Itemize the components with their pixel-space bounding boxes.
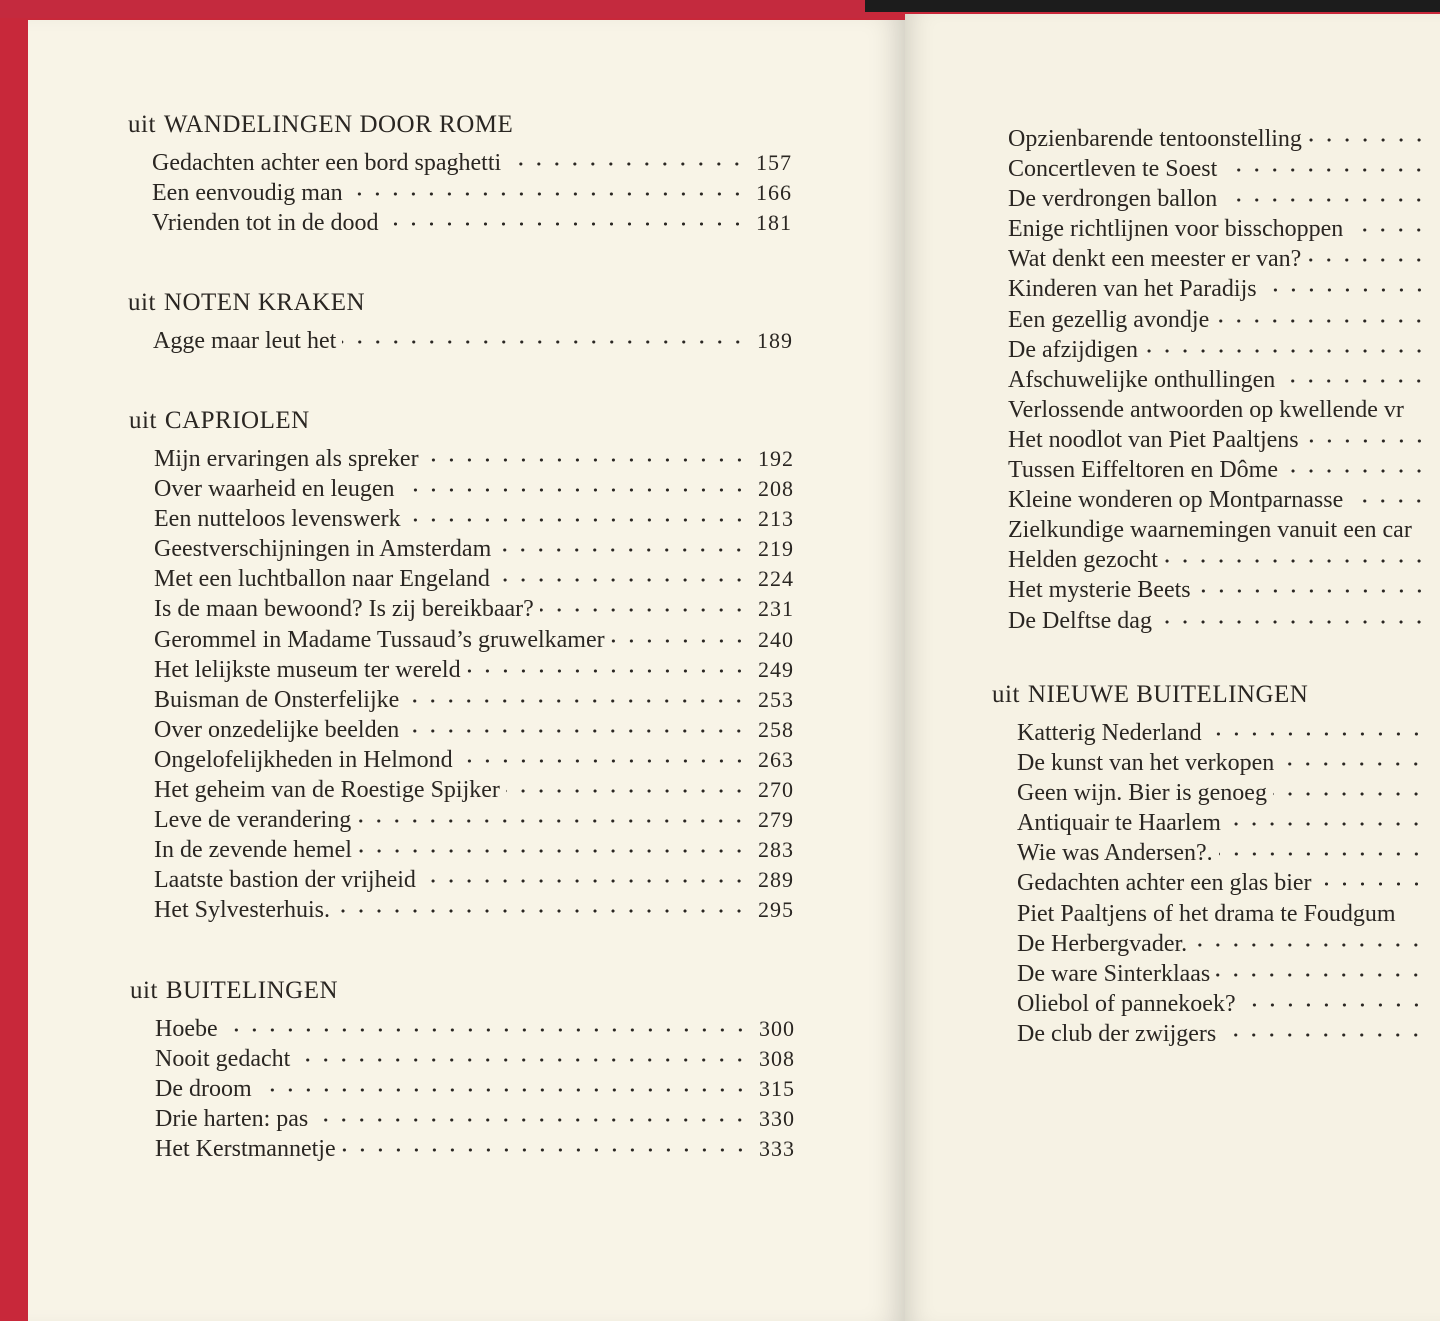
toc-entry[interactable] <box>1017 838 1435 868</box>
dot-leader <box>342 1148 749 1152</box>
section-noten-kraken <box>128 288 795 356</box>
entry-page-number: 231 <box>758 596 794 622</box>
entry-page-number: 279 <box>758 807 794 833</box>
entry-page-number: 224 <box>758 566 794 592</box>
dot-leader <box>1144 349 1428 353</box>
entry-title: Antiquair te Haarlem <box>1017 810 1221 837</box>
toc-entry[interactable] <box>1008 606 1438 636</box>
entry-title: De verdrongen ballon <box>1008 186 1218 213</box>
entry-title: Met een luchtballon naar Engeland <box>154 566 490 593</box>
dot-leader <box>224 1028 749 1032</box>
entry-page-number: 166 <box>756 180 792 206</box>
toc-entry[interactable] <box>1017 748 1435 778</box>
dot-leader <box>1349 228 1428 232</box>
toc-entry[interactable] <box>154 625 796 655</box>
entry-page-number: 308 <box>759 1046 795 1072</box>
entry-page-number: 189 <box>757 328 793 353</box>
toc-entry[interactable] <box>154 715 796 745</box>
entry-title: Verlossende antwoorden op kwellende vr <box>1008 396 1404 423</box>
entry-title: De ware Sinterklaas <box>1017 960 1211 987</box>
toc-entry[interactable] <box>154 745 796 775</box>
dot-leader <box>1284 469 1428 473</box>
entry-title: Opzienbarende tentoonstelling <box>1008 126 1302 152</box>
toc-entry[interactable] <box>154 474 796 504</box>
entry-title: Geestverschijningen in Amsterdam <box>154 536 492 563</box>
entry-title: Piet Paaltjens of het drama te Foudgum <box>1017 900 1396 927</box>
entry-page-number: 213 <box>758 506 794 532</box>
entry-title: Geen wijn. Bier is genoeg <box>1017 780 1267 807</box>
entry-title: Vrienden tot in de dood <box>152 210 379 237</box>
entry-page-number: 263 <box>758 746 794 772</box>
toc-entry[interactable] <box>154 534 796 564</box>
entry-title: Hoebe <box>155 1016 218 1042</box>
entry-page-number: 208 <box>758 476 794 502</box>
continued-entries <box>1008 124 1438 636</box>
entry-title: De kunst van het verkopen <box>1017 750 1275 777</box>
dot-leader <box>1308 138 1428 142</box>
entry-title: De droom <box>155 1076 252 1103</box>
toc-entry[interactable] <box>154 775 796 805</box>
section-heading <box>129 406 796 436</box>
dot-leader <box>342 340 747 344</box>
toc-entry[interactable] <box>152 178 794 208</box>
dot-leader <box>405 729 748 733</box>
dot-leader <box>1305 439 1428 443</box>
entry-page-number: 249 <box>758 656 794 682</box>
entry-title: Kinderen van het Paradijs <box>1008 276 1257 303</box>
entry-page-number: 240 <box>758 626 794 652</box>
background-strip <box>865 0 1440 12</box>
dot-leader <box>1223 168 1428 172</box>
toc-entry[interactable] <box>155 1074 797 1104</box>
entry-title: Helden gezocht <box>1008 547 1158 574</box>
entry-title: Het noodlot van Piet Paaltjens <box>1008 426 1299 453</box>
toc-entry[interactable] <box>1017 718 1435 748</box>
entry-title: Het geheim van de Roestige Spijker <box>154 777 500 804</box>
dot-leader <box>405 699 748 703</box>
entry-page-number: 270 <box>758 777 794 803</box>
dot-leader <box>357 819 748 823</box>
entry-title: Het Kerstmannetje <box>155 1136 336 1163</box>
toc-entry[interactable] <box>1008 244 1438 274</box>
toc-entry[interactable] <box>1008 214 1438 244</box>
dot-leader <box>1307 258 1428 262</box>
heading-title: NIEUWE BUITELINGEN <box>1027 681 1309 708</box>
entry-title: Wat denkt een meester er van? <box>1008 246 1302 273</box>
toc-entry[interactable] <box>154 655 796 685</box>
entry-title: In de zevende hemel <box>154 837 352 864</box>
entry-title: Is de maan bewoond? Is zij bereikbaar? <box>154 596 534 623</box>
right-page <box>905 14 1440 1321</box>
dot-leader <box>507 162 746 166</box>
section-heading <box>128 288 795 318</box>
section-nieuwe-buitelingen <box>992 680 1435 1049</box>
toc-entry[interactable] <box>154 504 796 534</box>
section-heading <box>992 680 1435 710</box>
entry-page-number: 333 <box>759 1136 795 1162</box>
dot-leader <box>1193 943 1425 947</box>
toc-entry[interactable] <box>1017 808 1435 838</box>
entry-title: Buisman de Onsterfelijke <box>154 686 400 713</box>
toc-entry[interactable] <box>1008 455 1438 485</box>
toc-entry[interactable] <box>155 1014 797 1044</box>
dot-leader <box>1242 1003 1425 1007</box>
dot-leader <box>1208 732 1425 736</box>
toc-entry[interactable] <box>1008 485 1438 515</box>
dot-leader <box>314 1118 749 1122</box>
dot-leader <box>1263 288 1428 292</box>
toc-entry[interactable] <box>1017 1019 1435 1049</box>
dot-leader <box>1164 559 1428 563</box>
toc-entry[interactable] <box>154 594 796 624</box>
dot-leader <box>336 909 748 913</box>
entry-page-number: 300 <box>759 1016 795 1041</box>
dot-leader <box>358 849 748 853</box>
toc-entry[interactable] <box>1008 395 1438 425</box>
entry-title: De club der zwijgers <box>1017 1020 1217 1047</box>
toc-entry[interactable] <box>154 564 796 594</box>
dot-leader <box>1273 792 1425 796</box>
entry-title: Oliebol of pannekoek? <box>1017 990 1236 1017</box>
toc-entry[interactable] <box>1008 545 1438 575</box>
dot-leader <box>540 608 748 612</box>
entry-page-number: 157 <box>756 150 792 175</box>
dot-leader <box>1216 973 1425 977</box>
entry-page-number: 315 <box>759 1076 795 1102</box>
dot-leader <box>1318 882 1425 886</box>
dot-leader <box>1219 852 1425 856</box>
toc-entry[interactable] <box>154 865 796 895</box>
left-page <box>28 20 908 1321</box>
dot-leader <box>611 639 748 643</box>
toc-entry[interactable] <box>154 444 796 474</box>
dot-leader <box>422 879 748 883</box>
entry-title: Laatste bastion der vrijheid <box>154 867 416 894</box>
dot-leader <box>1349 499 1428 503</box>
toc-entry[interactable] <box>1008 274 1438 304</box>
dot-leader <box>1197 589 1428 593</box>
entry-title: De Herbergvader. <box>1017 930 1188 957</box>
dot-leader <box>496 578 748 582</box>
dot-leader <box>296 1058 749 1062</box>
heading-title: NOTEN KRAKEN <box>163 289 366 316</box>
entry-title: Tussen Eiffeltoren en Dôme <box>1008 457 1278 484</box>
entry-title: Leve de verandering <box>154 807 352 834</box>
toc-entry[interactable] <box>1008 575 1438 605</box>
toc-entry[interactable] <box>1008 425 1438 455</box>
toc-entry[interactable] <box>1008 124 1438 154</box>
dot-leader <box>401 488 748 492</box>
section-buitelingen <box>130 976 797 1164</box>
dot-leader <box>1215 319 1428 323</box>
toc-entry[interactable] <box>1017 899 1435 929</box>
dot-leader <box>1158 620 1428 624</box>
dot-leader <box>385 222 746 226</box>
entry-page-number: 330 <box>759 1106 795 1132</box>
entry-page-number: 258 <box>758 716 794 742</box>
entry-page-number: 219 <box>758 536 794 562</box>
entry-title: Over onzedelijke beelden <box>154 716 400 743</box>
entry-page-number: 289 <box>758 867 794 893</box>
entry-page-number: 192 <box>758 446 794 471</box>
entry-title: Over waarheid en leugen <box>154 476 395 503</box>
toc-entry[interactable] <box>155 1104 797 1134</box>
toc-entry[interactable] <box>153 326 795 356</box>
entry-title: Mijn ervaringen als spreker <box>154 446 419 472</box>
entry-title: Agge maar leut het <box>153 328 337 354</box>
entry-title: Het mysterie Beets <box>1008 577 1191 604</box>
entry-title: Gedachten achter een bord spaghetti <box>152 150 502 176</box>
toc-entry[interactable] <box>1008 335 1438 365</box>
heading-prefix: uit <box>992 681 1020 708</box>
entry-title: Gerommel in Madame Tussaud’s gruwelkamer <box>154 626 605 653</box>
toc-entry[interactable] <box>155 1044 797 1074</box>
heading-prefix: uit <box>128 111 156 138</box>
dot-leader <box>1222 1033 1425 1037</box>
heading-prefix: uit <box>130 977 158 1004</box>
toc-entry[interactable] <box>1017 929 1435 959</box>
entry-page-number: 253 <box>758 686 794 712</box>
heading-prefix: uit <box>128 289 156 316</box>
dot-leader <box>425 458 748 462</box>
dot-leader <box>497 548 748 552</box>
entry-title: Het Sylvesterhuis. <box>154 897 330 924</box>
entry-title: Een gezellig avondje <box>1008 306 1210 333</box>
dot-leader <box>459 759 748 763</box>
heading-title: BUITELINGEN <box>165 977 339 1004</box>
dot-leader <box>1280 762 1425 766</box>
toc-entry[interactable] <box>1017 959 1435 989</box>
toc-entry[interactable] <box>1017 989 1435 1019</box>
book-cover-edge <box>0 0 870 18</box>
entry-title: De Delftse dag <box>1008 607 1152 634</box>
toc-entry[interactable] <box>1008 515 1438 545</box>
toc-entry[interactable] <box>154 895 796 925</box>
heading-title: WANDELINGEN DOOR ROME <box>163 111 514 138</box>
entry-title: Nooit gedacht <box>155 1046 291 1073</box>
dot-leader <box>1223 198 1428 202</box>
entry-page-number: 181 <box>756 210 792 236</box>
entry-title: De afzijdigen <box>1008 336 1138 363</box>
toc-entry[interactable] <box>154 835 796 865</box>
toc-entry[interactable] <box>1008 154 1438 184</box>
entry-title: Wie was Andersen?. <box>1017 840 1213 867</box>
toc-entry[interactable] <box>1008 305 1438 335</box>
entry-page-number: 283 <box>758 837 794 863</box>
toc-entry[interactable] <box>152 208 794 238</box>
entry-title: Het lelijkste museum ter wereld <box>154 656 461 683</box>
entry-title: Ongelofelijkheden in Helmond <box>154 746 453 773</box>
entry-page-number: 295 <box>758 897 794 923</box>
entry-title: Afschuwelijke onthullingen <box>1008 366 1276 393</box>
dot-leader <box>258 1088 749 1092</box>
toc-entry[interactable] <box>155 1134 797 1164</box>
entry-title: Enige richtlijnen voor bisschoppen <box>1008 216 1344 243</box>
section-wandelingen-door-rome <box>128 110 794 238</box>
dot-leader <box>407 518 748 522</box>
heading-title: CAPRIOLEN <box>164 407 310 434</box>
entry-title: Katterig Nederland <box>1017 720 1202 746</box>
dot-leader <box>1281 379 1428 383</box>
toc-entry[interactable] <box>1017 778 1435 808</box>
heading-prefix: uit <box>129 407 157 434</box>
toc-entry[interactable] <box>1008 184 1438 214</box>
section-heading <box>128 110 794 140</box>
entry-title: Concertleven te Soest <box>1008 156 1218 183</box>
entry-title: Zielkundige waarnemingen vanuit een car <box>1008 517 1412 544</box>
dot-leader <box>506 789 748 793</box>
entry-title: Drie harten: pas <box>155 1106 309 1133</box>
dot-leader <box>349 192 746 196</box>
toc-entry[interactable] <box>154 685 796 715</box>
entry-title: Een nutteloos levenswerk <box>154 506 401 533</box>
section-heading <box>130 976 797 1006</box>
dot-leader <box>467 669 748 673</box>
toc-entry[interactable] <box>154 805 796 835</box>
toc-entry[interactable] <box>1017 868 1435 898</box>
entry-title: Een eenvoudig man <box>152 180 343 207</box>
section-capriolen <box>129 406 796 926</box>
dot-leader <box>1227 822 1425 826</box>
entry-title: Kleine wonderen op Montparnasse <box>1008 487 1344 514</box>
entry-title: Gedachten achter een glas bier <box>1017 870 1312 897</box>
toc-entry[interactable] <box>152 148 794 178</box>
toc-entry[interactable] <box>1008 365 1438 395</box>
